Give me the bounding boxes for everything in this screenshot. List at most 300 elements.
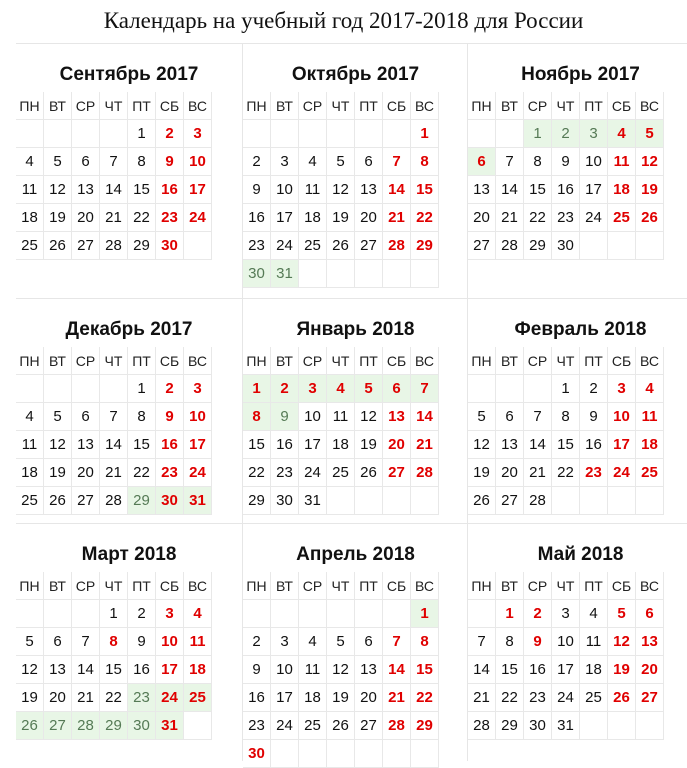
- weekday-header: ВС: [184, 572, 212, 600]
- day-cell: 25: [299, 712, 327, 740]
- empty-cell: [16, 375, 44, 403]
- day-cell: 13: [636, 628, 664, 656]
- day-cell: 7: [411, 375, 439, 403]
- empty-cell: [355, 600, 383, 628]
- day-cell: 1: [128, 375, 156, 403]
- empty-cell: [299, 260, 327, 288]
- day-cell: 11: [16, 431, 44, 459]
- day-cell: 9: [243, 656, 271, 684]
- day-cell: 2: [243, 148, 271, 176]
- day-cell: 20: [496, 459, 524, 487]
- day-cell: 10: [608, 403, 636, 431]
- day-cell: 22: [411, 204, 439, 232]
- day-cell: 19: [16, 684, 44, 712]
- empty-cell: [299, 120, 327, 148]
- empty-cell: [327, 740, 355, 768]
- day-cell: 23: [156, 459, 184, 487]
- day-cell: 24: [271, 232, 299, 260]
- day-cell: 28: [524, 487, 552, 515]
- day-cell: 14: [496, 176, 524, 204]
- day-cell: 19: [355, 431, 383, 459]
- day-cell: 22: [128, 204, 156, 232]
- day-cell: 2: [524, 600, 552, 628]
- day-cell: 18: [16, 459, 44, 487]
- day-cell: 7: [383, 148, 411, 176]
- empty-cell: [636, 712, 664, 740]
- day-cell: 23: [524, 684, 552, 712]
- month-title: Ноябрь 2017: [521, 64, 640, 85]
- day-cell: 14: [468, 656, 496, 684]
- day-cell: 15: [411, 176, 439, 204]
- day-cell: 30: [552, 232, 580, 260]
- month-title: Декабрь 2017: [65, 319, 193, 340]
- weekday-header: ВС: [636, 572, 664, 600]
- day-cell: 30: [243, 260, 271, 288]
- day-cell: 21: [100, 459, 128, 487]
- day-cell: 23: [243, 712, 271, 740]
- day-cell: 17: [184, 176, 212, 204]
- weekday-header: ВС: [411, 92, 439, 120]
- day-cell: 21: [496, 204, 524, 232]
- day-cell: 13: [496, 431, 524, 459]
- day-cell: 23: [128, 684, 156, 712]
- empty-cell: [243, 120, 271, 148]
- day-cell: 7: [72, 628, 100, 656]
- day-cell: 2: [580, 375, 608, 403]
- month-block: [242, 523, 468, 761]
- day-cell: 16: [128, 656, 156, 684]
- day-cell: 29: [243, 487, 271, 515]
- day-cell: 8: [128, 148, 156, 176]
- day-cell: 21: [468, 684, 496, 712]
- day-cell: 28: [468, 712, 496, 740]
- day-cell: 22: [524, 204, 552, 232]
- weekday-header: СР: [524, 572, 552, 600]
- weekday-header: ВС: [184, 347, 212, 375]
- day-cell: 5: [44, 148, 72, 176]
- weekday-header: ЧТ: [552, 347, 580, 375]
- day-cell: 12: [327, 176, 355, 204]
- day-cell: 21: [524, 459, 552, 487]
- day-cell: 8: [552, 403, 580, 431]
- empty-cell: [355, 740, 383, 768]
- day-cell: 3: [184, 375, 212, 403]
- weekday-header: СР: [524, 347, 552, 375]
- weekday-header: СБ: [156, 572, 184, 600]
- day-cell: 20: [44, 684, 72, 712]
- day-cell: 1: [243, 375, 271, 403]
- weekday-header: ПН: [16, 572, 44, 600]
- weekday-header: ПН: [243, 347, 271, 375]
- month-block: [242, 298, 468, 523]
- weekday-header: ПН: [468, 92, 496, 120]
- day-cell: 6: [44, 628, 72, 656]
- day-cell: 3: [271, 148, 299, 176]
- day-cell: 12: [636, 148, 664, 176]
- day-cell: 7: [100, 403, 128, 431]
- day-cell: 16: [156, 431, 184, 459]
- weekday-header: ВТ: [44, 572, 72, 600]
- day-cell: 10: [299, 403, 327, 431]
- day-cell: 28: [72, 712, 100, 740]
- day-cell: 31: [299, 487, 327, 515]
- day-cell: 31: [184, 487, 212, 515]
- weekday-header: ВС: [411, 572, 439, 600]
- empty-cell: [580, 487, 608, 515]
- day-cell: 13: [355, 176, 383, 204]
- month-title: Апрель 2018: [296, 544, 415, 565]
- empty-cell: [383, 740, 411, 768]
- day-cell: 19: [44, 204, 72, 232]
- day-cell: 16: [271, 431, 299, 459]
- day-cell: 27: [355, 712, 383, 740]
- day-cell: 19: [636, 176, 664, 204]
- day-cell: 10: [184, 403, 212, 431]
- day-cell: 20: [636, 656, 664, 684]
- day-cell: 27: [72, 487, 100, 515]
- empty-cell: [271, 600, 299, 628]
- weekday-header: СР: [72, 92, 100, 120]
- day-cell: 27: [383, 459, 411, 487]
- day-cell: 2: [243, 628, 271, 656]
- day-cell: 28: [496, 232, 524, 260]
- day-cell: 24: [608, 459, 636, 487]
- day-cell: 26: [327, 712, 355, 740]
- month-block: [16, 43, 242, 298]
- empty-cell: [383, 600, 411, 628]
- day-cell: 17: [552, 656, 580, 684]
- weekday-header: СБ: [383, 572, 411, 600]
- weekday-header: СР: [299, 347, 327, 375]
- day-cell: 3: [299, 375, 327, 403]
- day-cell: 19: [608, 656, 636, 684]
- day-cell: 18: [299, 684, 327, 712]
- day-cell: 17: [608, 431, 636, 459]
- weekday-header: ПН: [468, 347, 496, 375]
- weekday-header: ВТ: [271, 347, 299, 375]
- weekday-header: ЧТ: [327, 572, 355, 600]
- weekday-header: СБ: [608, 347, 636, 375]
- weekday-header: ВТ: [271, 92, 299, 120]
- day-cell: 3: [271, 628, 299, 656]
- empty-cell: [243, 600, 271, 628]
- day-cell: 4: [608, 120, 636, 148]
- day-cell: 26: [355, 459, 383, 487]
- day-cell: 24: [156, 684, 184, 712]
- day-cell: 17: [156, 656, 184, 684]
- day-cell: 11: [580, 628, 608, 656]
- weekday-header: ПТ: [128, 347, 156, 375]
- weekday-header: ВТ: [496, 572, 524, 600]
- day-cell: 25: [636, 459, 664, 487]
- empty-cell: [411, 487, 439, 515]
- day-cell: 15: [552, 431, 580, 459]
- day-cell: 25: [580, 684, 608, 712]
- empty-cell: [355, 260, 383, 288]
- day-cell: 17: [184, 431, 212, 459]
- empty-cell: [496, 120, 524, 148]
- empty-cell: [608, 487, 636, 515]
- day-cell: 31: [156, 712, 184, 740]
- day-cell: 21: [383, 684, 411, 712]
- day-cell: 1: [128, 120, 156, 148]
- day-cell: 9: [524, 628, 552, 656]
- empty-cell: [608, 232, 636, 260]
- day-cell: 7: [524, 403, 552, 431]
- day-cell: 2: [552, 120, 580, 148]
- day-cell: 16: [552, 176, 580, 204]
- weekday-header: ПТ: [355, 92, 383, 120]
- day-cell: 14: [100, 176, 128, 204]
- day-cell: 26: [327, 232, 355, 260]
- day-cell: 20: [383, 431, 411, 459]
- empty-cell: [16, 600, 44, 628]
- month-title: Сентябрь 2017: [59, 64, 199, 85]
- weekday-header: СБ: [608, 572, 636, 600]
- day-cell: 29: [100, 712, 128, 740]
- weekday-header: ВТ: [496, 92, 524, 120]
- weekday-header: СР: [72, 347, 100, 375]
- weekday-header: ЧТ: [100, 347, 128, 375]
- day-cell: 25: [299, 232, 327, 260]
- day-cell: 9: [552, 148, 580, 176]
- day-cell: 26: [636, 204, 664, 232]
- empty-cell: [383, 120, 411, 148]
- empty-cell: [383, 260, 411, 288]
- empty-cell: [608, 712, 636, 740]
- day-cell: 15: [100, 656, 128, 684]
- day-cell: 8: [411, 148, 439, 176]
- day-cell: 3: [156, 600, 184, 628]
- weekday-header: ВТ: [44, 92, 72, 120]
- day-cell: 5: [636, 120, 664, 148]
- weekday-header: СБ: [156, 347, 184, 375]
- weekday-header: ПТ: [580, 92, 608, 120]
- day-cell: 12: [327, 656, 355, 684]
- day-cell: 13: [355, 656, 383, 684]
- weekday-header: СБ: [156, 92, 184, 120]
- day-cell: 20: [72, 459, 100, 487]
- day-cell: 6: [355, 628, 383, 656]
- day-cell: 14: [383, 656, 411, 684]
- day-cell: 30: [524, 712, 552, 740]
- day-cell: 6: [468, 148, 496, 176]
- empty-cell: [468, 600, 496, 628]
- day-cell: 18: [580, 656, 608, 684]
- month-block: [242, 43, 468, 298]
- weekday-header: ПН: [468, 572, 496, 600]
- weekday-header: ПН: [243, 92, 271, 120]
- day-cell: 10: [184, 148, 212, 176]
- weekday-header: ВС: [636, 347, 664, 375]
- day-cell: 7: [496, 148, 524, 176]
- weekday-header: СБ: [608, 92, 636, 120]
- day-cell: 26: [468, 487, 496, 515]
- day-cell: 1: [524, 120, 552, 148]
- day-cell: 14: [411, 403, 439, 431]
- day-cell: 4: [327, 375, 355, 403]
- day-cell: 7: [468, 628, 496, 656]
- day-cell: 12: [355, 403, 383, 431]
- day-cell: 9: [580, 403, 608, 431]
- day-cell: 25: [184, 684, 212, 712]
- day-cell: 29: [524, 232, 552, 260]
- day-cell: 13: [468, 176, 496, 204]
- month-title: Май 2018: [537, 544, 624, 565]
- day-cell: 12: [44, 431, 72, 459]
- empty-cell: [355, 120, 383, 148]
- empty-cell: [355, 487, 383, 515]
- weekday-header: ВТ: [44, 347, 72, 375]
- day-cell: 1: [411, 120, 439, 148]
- day-cell: 9: [243, 176, 271, 204]
- weekday-header: ПТ: [128, 92, 156, 120]
- day-cell: 19: [44, 459, 72, 487]
- day-cell: 5: [327, 628, 355, 656]
- empty-cell: [580, 232, 608, 260]
- day-cell: 5: [355, 375, 383, 403]
- day-cell: 28: [411, 459, 439, 487]
- month-title: Октябрь 2017: [291, 64, 420, 85]
- day-cell: 3: [608, 375, 636, 403]
- weekday-header: ПТ: [355, 572, 383, 600]
- day-cell: 14: [72, 656, 100, 684]
- day-cell: 30: [243, 740, 271, 768]
- day-cell: 2: [156, 375, 184, 403]
- weekday-header: СБ: [383, 347, 411, 375]
- day-cell: 15: [411, 656, 439, 684]
- weekday-header: ПТ: [580, 572, 608, 600]
- day-cell: 1: [100, 600, 128, 628]
- day-cell: 23: [552, 204, 580, 232]
- month-block: [467, 43, 687, 298]
- day-cell: 18: [184, 656, 212, 684]
- empty-cell: [552, 487, 580, 515]
- day-cell: 19: [327, 684, 355, 712]
- weekday-header: ЧТ: [100, 92, 128, 120]
- day-cell: 27: [496, 487, 524, 515]
- empty-cell: [100, 375, 128, 403]
- empty-cell: [100, 120, 128, 148]
- weekday-header: ЧТ: [552, 572, 580, 600]
- day-cell: 9: [156, 403, 184, 431]
- day-cell: 14: [100, 431, 128, 459]
- weekday-header: ВТ: [271, 572, 299, 600]
- day-cell: 16: [156, 176, 184, 204]
- day-cell: 21: [411, 431, 439, 459]
- day-cell: 20: [355, 204, 383, 232]
- day-cell: 16: [243, 684, 271, 712]
- weekday-header: ЧТ: [327, 92, 355, 120]
- day-cell: 17: [299, 431, 327, 459]
- day-cell: 13: [72, 431, 100, 459]
- day-cell: 7: [383, 628, 411, 656]
- empty-cell: [468, 375, 496, 403]
- day-cell: 10: [552, 628, 580, 656]
- day-cell: 18: [327, 431, 355, 459]
- day-cell: 22: [496, 684, 524, 712]
- day-cell: 4: [299, 148, 327, 176]
- day-cell: 9: [271, 403, 299, 431]
- month-block: [467, 298, 687, 523]
- day-cell: 23: [156, 204, 184, 232]
- weekday-header: ЧТ: [552, 92, 580, 120]
- day-cell: 18: [608, 176, 636, 204]
- day-cell: 11: [299, 656, 327, 684]
- day-cell: 17: [580, 176, 608, 204]
- weekday-header: ПН: [16, 92, 44, 120]
- day-cell: 2: [156, 120, 184, 148]
- day-cell: 24: [299, 459, 327, 487]
- day-cell: 24: [184, 204, 212, 232]
- empty-cell: [496, 375, 524, 403]
- weekday-header: ПТ: [355, 347, 383, 375]
- day-cell: 29: [411, 712, 439, 740]
- day-cell: 4: [184, 600, 212, 628]
- day-cell: 8: [411, 628, 439, 656]
- day-cell: 27: [468, 232, 496, 260]
- month-title: Январь 2018: [296, 319, 415, 340]
- empty-cell: [327, 600, 355, 628]
- day-cell: 22: [411, 684, 439, 712]
- day-cell: 6: [636, 600, 664, 628]
- empty-cell: [271, 740, 299, 768]
- day-cell: 27: [355, 232, 383, 260]
- day-cell: 10: [580, 148, 608, 176]
- day-cell: 13: [383, 403, 411, 431]
- weekday-header: СР: [299, 572, 327, 600]
- day-cell: 15: [128, 176, 156, 204]
- empty-cell: [299, 600, 327, 628]
- day-cell: 21: [383, 204, 411, 232]
- day-cell: 8: [100, 628, 128, 656]
- day-cell: 31: [552, 712, 580, 740]
- day-cell: 28: [383, 712, 411, 740]
- day-cell: 30: [156, 232, 184, 260]
- weekday-header: СР: [524, 92, 552, 120]
- day-cell: 4: [16, 403, 44, 431]
- empty-cell: [411, 740, 439, 768]
- day-cell: 28: [383, 232, 411, 260]
- day-cell: 29: [411, 232, 439, 260]
- day-cell: 15: [496, 656, 524, 684]
- day-cell: 27: [44, 712, 72, 740]
- day-cell: 8: [496, 628, 524, 656]
- day-cell: 17: [271, 204, 299, 232]
- day-cell: 1: [552, 375, 580, 403]
- day-cell: 6: [355, 148, 383, 176]
- day-cell: 5: [608, 600, 636, 628]
- day-cell: 1: [496, 600, 524, 628]
- empty-cell: [327, 260, 355, 288]
- empty-cell: [524, 375, 552, 403]
- day-cell: 11: [299, 176, 327, 204]
- day-cell: 29: [496, 712, 524, 740]
- day-cell: 11: [16, 176, 44, 204]
- day-cell: 16: [580, 431, 608, 459]
- weekday-header: ВТ: [496, 347, 524, 375]
- day-cell: 5: [44, 403, 72, 431]
- day-cell: 11: [327, 403, 355, 431]
- day-cell: 15: [524, 176, 552, 204]
- day-cell: 10: [271, 176, 299, 204]
- weekday-header: СБ: [383, 92, 411, 120]
- day-cell: 11: [608, 148, 636, 176]
- empty-cell: [72, 375, 100, 403]
- empty-cell: [580, 712, 608, 740]
- day-cell: 5: [16, 628, 44, 656]
- day-cell: 18: [16, 204, 44, 232]
